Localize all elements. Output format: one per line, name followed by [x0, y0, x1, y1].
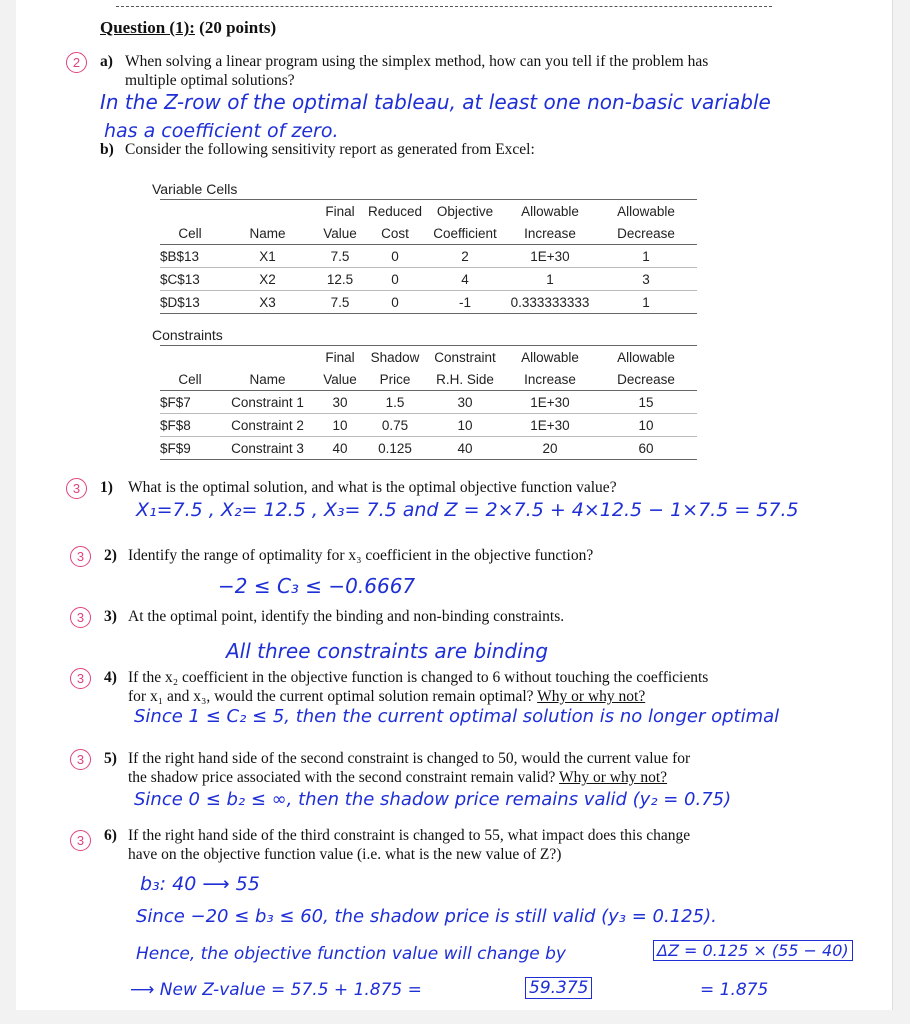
part-b-label: b): [100, 141, 114, 158]
score-mark-q6: 3: [70, 830, 91, 851]
variable-cells-header-bottom: Cell Name Value Cost Coefficient Increase Decrease: [160, 222, 697, 245]
score-mark-q5: 3: [70, 749, 91, 770]
score-mark-q2: 3: [70, 546, 91, 567]
q4-answer: Since 1 ≤ C₂ ≤ 5, then the current optimal solution is no longer optimal: [134, 706, 780, 727]
table-row: $D$13 X3 7.5 0 -1 0.333333333 1: [160, 291, 697, 314]
q2-answer: −2 ≤ C₃ ≤ −0.6667: [218, 574, 416, 598]
top-dashed-line: [116, 6, 772, 7]
variable-cells-table: [160, 199, 697, 314]
q1-answer: X₁=7.5 , X₂= 12.5 , X₃= 7.5 and Z = 2×7.5 + 4×12.5 − 1×7.5 = 57.5: [136, 499, 799, 521]
q4-text: If the x₂ coefficient in the objective function is changed to 6 without touching the coefficients for x₁ and x₃, would the current optimal solution remain optimal? Why or why not?: [128, 669, 709, 705]
q6-delta-z-result: = 1.875: [700, 980, 769, 1000]
table-row: $C$13 X2 12.5 0 4 1 3: [160, 268, 697, 291]
score-mark-q4: 3: [70, 668, 91, 689]
table-row: $F$9 Constraint 3 40 0.125 40 20 60: [160, 437, 697, 460]
q6-delta-z-box: ΔZ = 0.125 × (55 − 40): [653, 940, 853, 961]
q6-answer-line4: ⟶ New Z-value = 57.5 + 1.875 =: [130, 980, 422, 1000]
part-a-answer-line1: In the Z-row of the optimal tableau, at least one non-basic variable: [100, 90, 771, 114]
q6-number: 6): [104, 827, 117, 844]
q2-number: 2): [104, 547, 117, 564]
score-mark-q1: 3: [66, 478, 87, 499]
q6-text: If the right hand side of the third constraint is changed to 55, what impact does this change have on the objective function value (i.e. what is the new value of Z?): [128, 827, 691, 863]
score-mark-q3: 3: [70, 607, 91, 628]
constraints-header-top: Final Shadow Constraint Allowable Allowable: [160, 346, 697, 369]
q6-answer-line3: Hence, the objective function value will change by: [136, 944, 566, 964]
q3-number: 3): [104, 608, 117, 625]
q1-number: 1): [100, 479, 113, 496]
constraints-header-bottom: Cell Name Value Price R.H. Side Increase Decrease: [160, 368, 697, 391]
part-a-text: When solving a linear program using the simplex method, how can you tell if the problem has multiple optimal solutions?: [125, 53, 709, 89]
constraints-title: Constraints: [152, 327, 223, 343]
table-row: $B$13 X1 7.5 0 2 1E+30 1: [160, 245, 697, 268]
question-title: Question (1): (20 points): [100, 18, 277, 37]
table-row: $F$7 Constraint 1 30 1.5 30 1E+30 15: [160, 391, 697, 414]
table-row: $F$8 Constraint 2 10 0.75 10 1E+30 10: [160, 414, 697, 437]
part-a-answer-line2: has a coefficient of zero.: [104, 120, 339, 142]
variable-cells-header-top: Final Reduced Objective Allowable Allowable: [160, 200, 697, 223]
q5-number: 5): [104, 750, 117, 767]
q6-answer-line1: b₃: 40 ⟶ 55: [140, 873, 260, 895]
q1-text: What is the optimal solution, and what is the optimal objective function value?: [128, 479, 617, 496]
q4-number: 4): [104, 669, 117, 686]
q5-text: If the right hand side of the second constraint is changed to 50, would the current value for the shadow price associated with the second constraint remain valid? Why or why not?: [128, 750, 691, 786]
constraints-table: [160, 345, 697, 460]
part-a-label: a): [100, 53, 113, 70]
q3-text: At the optimal point, identify the binding and non-binding constraints.: [128, 608, 565, 625]
q3-answer: All three constraints are binding: [226, 639, 549, 663]
q6-answer-line2: Since −20 ≤ b₃ ≤ 60, the shadow price is still valid (y₃ = 0.125).: [136, 906, 717, 927]
variable-cells-title: Variable Cells: [152, 181, 238, 197]
score-mark-a: 2: [66, 52, 87, 73]
q6-new-z-box: 59.375: [525, 977, 592, 999]
q2-text: Identify the range of optimality for x₃ coefficient in the objective function?: [128, 547, 594, 564]
part-b-text: Consider the following sensitivity report as generated from Excel:: [125, 141, 535, 158]
q5-answer: Since 0 ≤ b₂ ≤ ∞, then the shadow price remains valid (y₂ = 0.75): [134, 789, 732, 810]
